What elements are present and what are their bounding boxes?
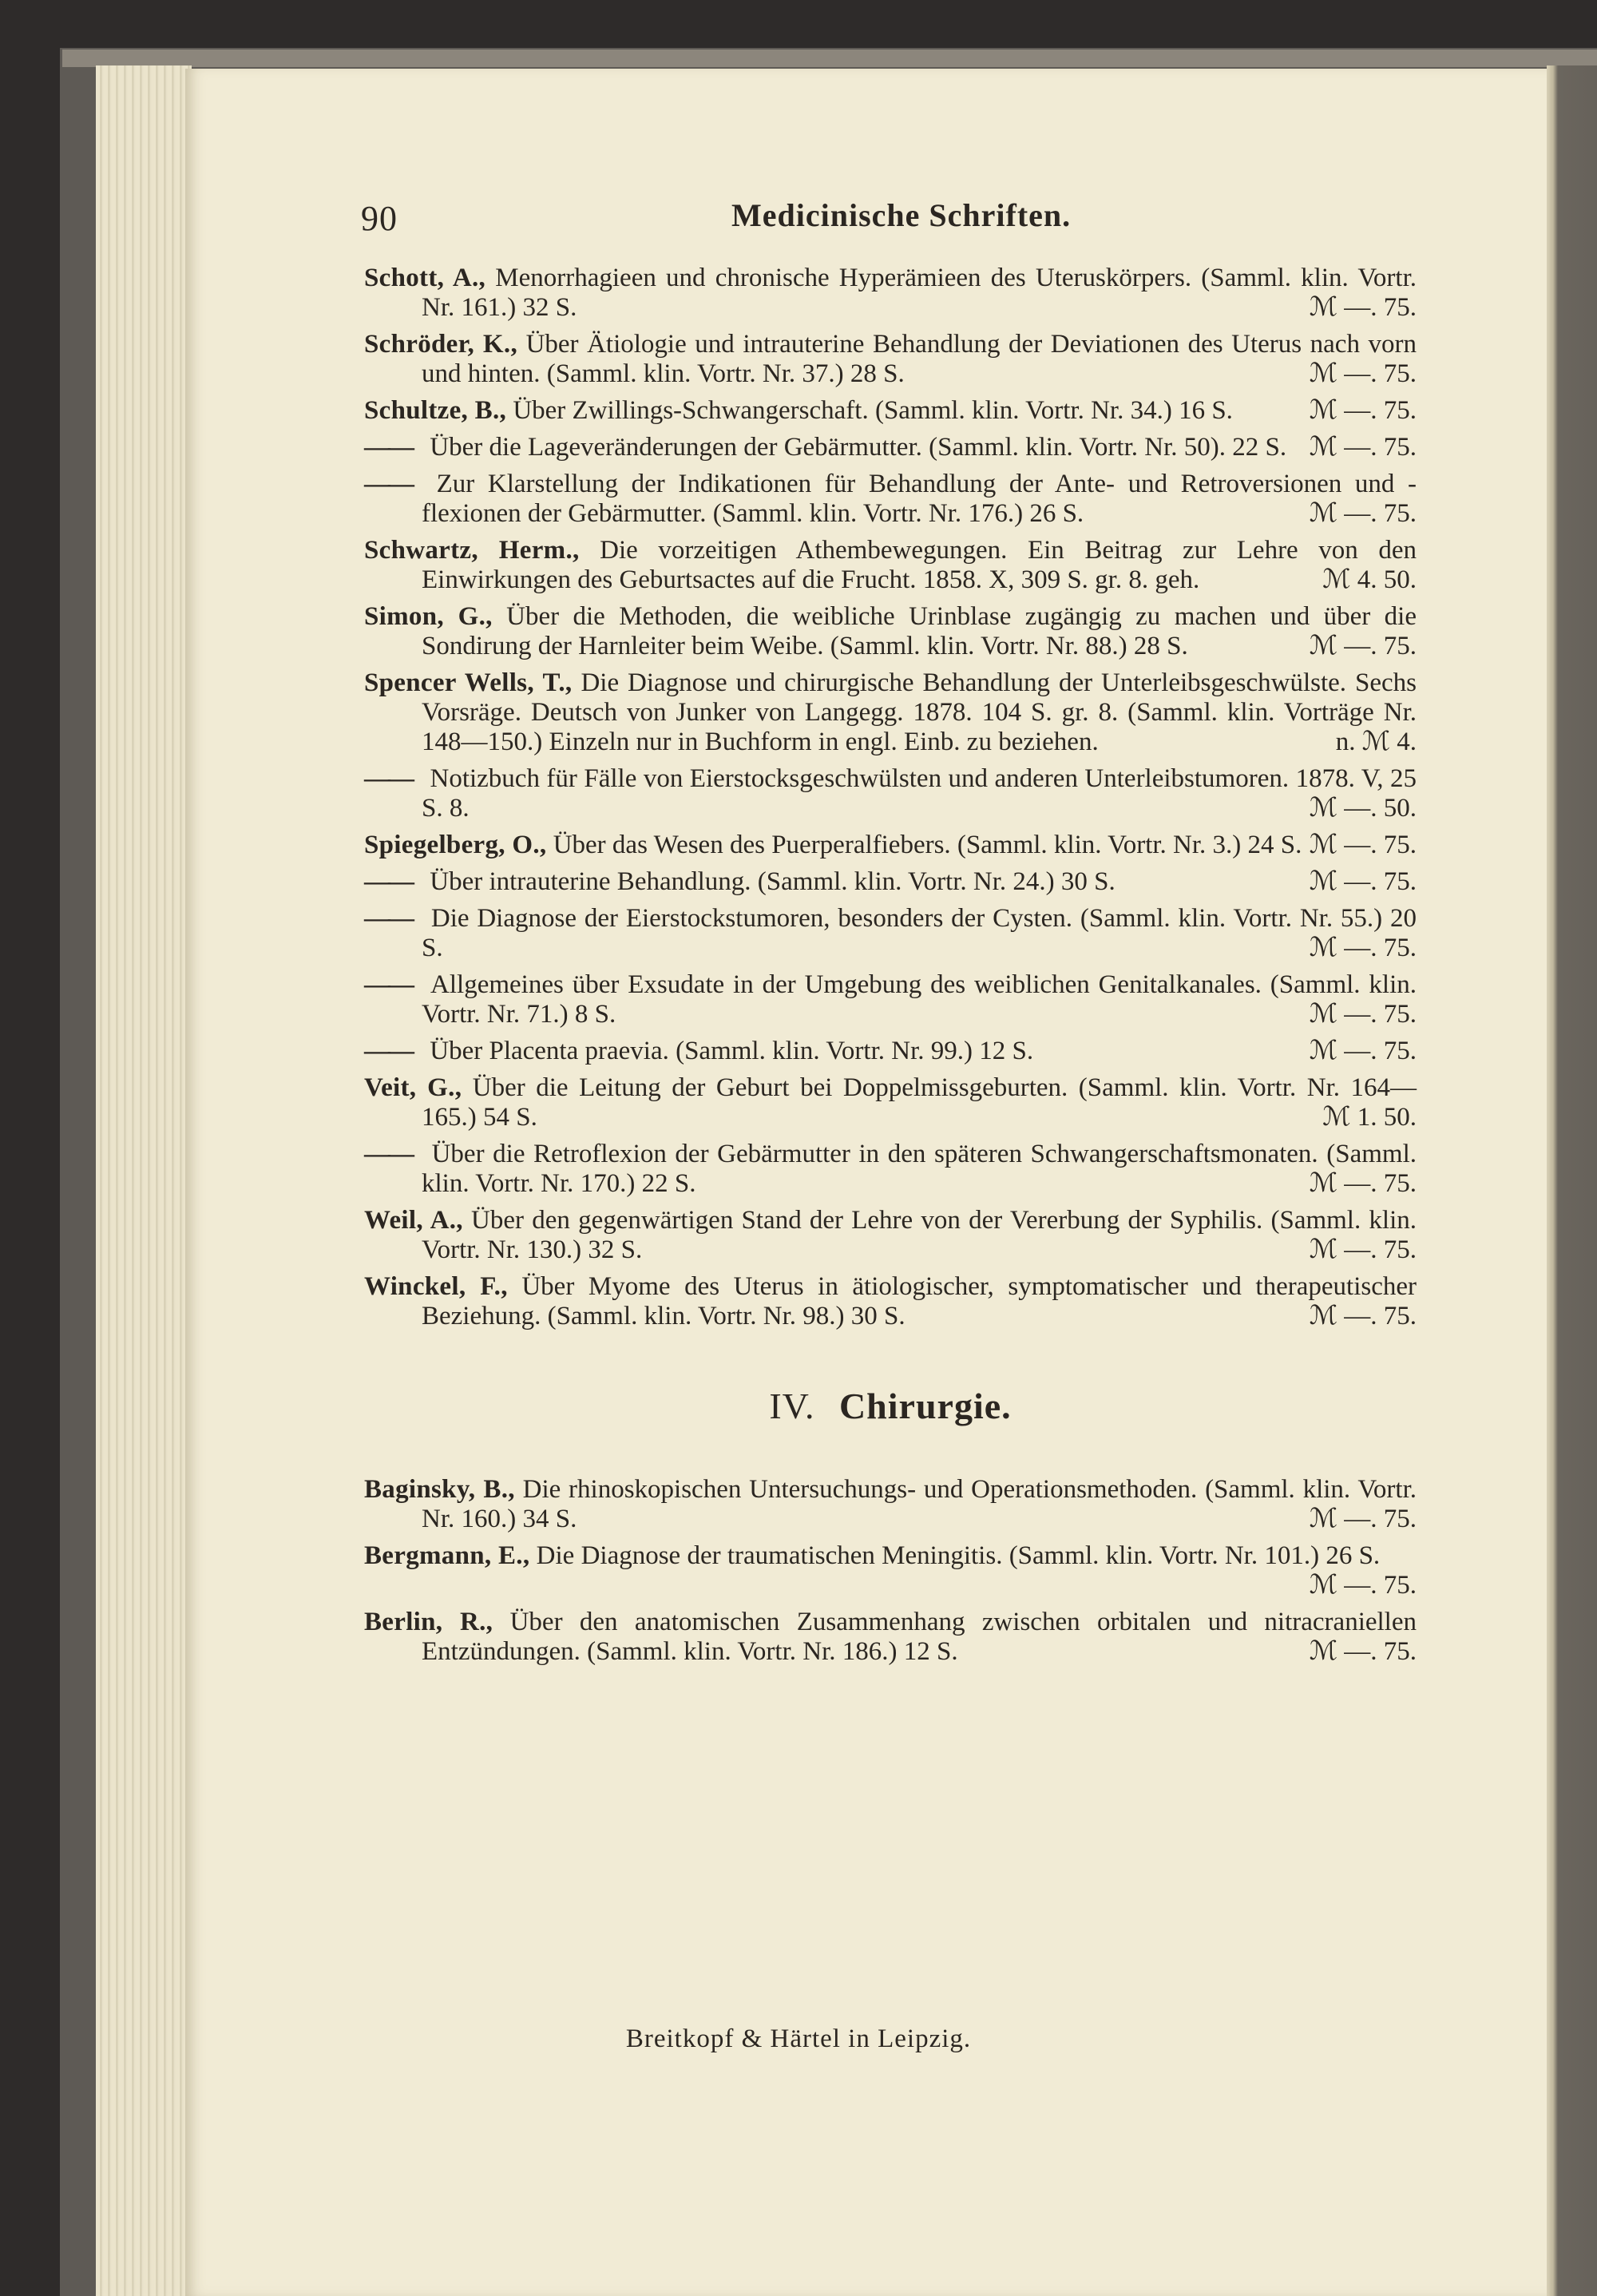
entry-price: ℳ 1. 50.: [1322, 1103, 1417, 1132]
catalog-entry: [364, 1475, 1417, 1534]
catalog-entry: [364, 264, 1417, 323]
catalog-entry: [364, 1272, 1417, 1331]
entry-price: ℳ —. 75.: [1309, 1302, 1417, 1330]
entry-author: Schwartz, Herm.,: [364, 536, 580, 565]
catalog-entry: [364, 330, 1417, 389]
catalog-entry: [364, 867, 1417, 897]
entry-title: Über die Methoden, die weibliche Urinblase zugängig zu machen und über die Sondirung der Harnleiter beim Weibe. (Samml. klin. Vortr. Nr. 88.) 28 S.: [422, 602, 1417, 660]
entry-price: ℳ —. 75.: [1309, 433, 1417, 462]
entry-title: Über die Retroflexion der Gebärmutter in den späteren Schwangerschaftsmonaten. (Samml. klin. Vortr. Nr. 170.) 22 S.: [422, 1140, 1417, 1198]
catalog-entry: [364, 831, 1417, 860]
catalog-entry: [364, 602, 1417, 661]
catalog-entry: [364, 396, 1417, 426]
entry-price: ℳ —. 75.: [1309, 934, 1417, 962]
ditto-dash: ——: [364, 970, 412, 999]
entry-price: n. ℳ 4.: [1335, 728, 1417, 756]
entry-title: Allgemeines über Exsudate in der Umgebung des weiblichen Genitalkanales. (Samml. klin. Vortr. Nr. 71.) 8 S.: [422, 970, 1417, 1029]
entry-price: ℳ —. 75.: [1309, 831, 1417, 859]
catalog-entry: [364, 1073, 1417, 1132]
catalog-entry: [364, 433, 1417, 462]
entry-price: ℳ —. 75.: [1309, 1637, 1417, 1666]
entry-price: ℳ —. 75.: [1309, 293, 1417, 322]
entry-author: Berlin, R.,: [364, 1608, 493, 1636]
entry-title: Über die Leitung der Geburt bei Doppelmissgeburten. (Samml. klin. Vortr. Nr. 164—165.) 54 S.: [422, 1073, 1417, 1132]
entry-author: Baginsky, B.,: [364, 1475, 515, 1504]
entry-author: Simon, G.,: [364, 602, 493, 631]
entry-title: Notizbuch für Fälle von Eierstocksgeschwülsten und anderen Unterleibstumoren. 1878. V, 25 S. 8.: [422, 764, 1417, 823]
entry-price: ℳ —. 75.: [1309, 867, 1417, 896]
book-board-right: [1547, 65, 1597, 2296]
catalog-entry: [364, 470, 1417, 529]
catalog-entry: [364, 904, 1417, 963]
section-name: Chirurgie.: [838, 1386, 1012, 1426]
section-numeral: IV.: [769, 1386, 815, 1426]
entry-price: ℳ 4. 50.: [1322, 565, 1417, 594]
entry-title: Über den gegenwärtigen Stand der Lehre von der Vererbung der Syphilis. (Samml. klin. Vortr. Nr. 130.) 32 S.: [422, 1206, 1417, 1264]
entry-price: ℳ —. 75.: [1309, 1037, 1417, 1065]
entry-price: ℳ —. 75.: [1309, 1235, 1417, 1264]
entry-price: ℳ —. 75.: [1309, 359, 1417, 388]
entry-price: ℳ —. 75.: [1309, 1000, 1417, 1029]
entry-author: Spencer Wells, T.,: [364, 668, 573, 697]
ditto-dash: ——: [364, 904, 412, 933]
entry-author: Schröder, K.,: [364, 330, 517, 359]
page-number: 90: [361, 199, 398, 238]
entry-title: Über Ätiologie und intrauterine Behandlung der Deviationen des Uterus nach vorn und hinten. (Samml. klin. Vortr. Nr. 37.) 28 S.: [422, 330, 1417, 388]
entry-title: Über Zwillings-Schwangerschaft. (Samml. klin. Vortr. Nr. 34.) 16 S.: [513, 396, 1233, 425]
entry-price: ℳ —. 75.: [1309, 632, 1417, 660]
catalog-entry: [364, 1037, 1417, 1066]
entry-title: Die vorzeitigen Athembewegungen. Ein Beitrag zur Lehre von den Einwirkungen des Geburtsactes auf die Frucht. 1858. X, 309 S. gr. 8. geh.: [422, 536, 1417, 594]
book-board-top: [62, 50, 1597, 67]
entry-author: Winckel, F.,: [364, 1272, 508, 1301]
section-heading: [364, 1382, 1417, 1430]
page-content: [364, 264, 1417, 1674]
entry-price: ℳ —. 75.: [1309, 499, 1417, 528]
entry-title: Menorrhagieen und chronische Hyperämieen des Uteruskörpers. (Samml. klin. Vortr. Nr. 161.) 32 S.: [422, 264, 1417, 322]
entry-author: Weil, A.,: [364, 1206, 463, 1235]
entry-title: Die Diagnose der traumatischen Meningitis. (Samml. klin. Vortr. Nr. 101.) 26 S.: [536, 1541, 1381, 1570]
entry-author: Schott, A.,: [364, 264, 486, 292]
entry-title: Über das Wesen des Puerperalfiebers. (Samml. klin. Vortr. Nr. 3.) 24 S.: [553, 831, 1302, 859]
entry-price: ℳ —. 75.: [1309, 1169, 1417, 1198]
catalog-entry: [364, 764, 1417, 823]
entry-title: Über den anatomischen Zusammenhang zwischen orbitalen und nitracraniellen Entzündungen. (Samml. klin. Vortr. Nr. 186.) 12 S.: [422, 1608, 1417, 1666]
catalog-entry: [364, 668, 1417, 757]
entry-title: Die Diagnose und chirurgische Behandlung der Unterleibsgeschwülste. Sechs Vorsräge. Deutsch von Junker von Langegg. 1878. 104 S. gr. 8. (Samml. klin. Vorträge Nr. 148—150.) Einzeln nur in Buchform in engl. Einb. zu beziehen.: [422, 668, 1417, 756]
catalog-entry: [364, 536, 1417, 595]
catalog-entry: [364, 1206, 1417, 1265]
entry-title: Zur Klarstellung der Indikationen für Behandlung der Ante- und Retroversionen und -flexionen der Gebärmutter. (Samml. klin. Vortr. Nr. 176.) 26 S.: [422, 470, 1417, 528]
entry-price: ℳ —. 75.: [1309, 1505, 1417, 1533]
entry-author: Spiegelberg, O.,: [364, 831, 547, 859]
publisher-footer: Breitkopf & Härtel in Leipzig.: [625, 2024, 972, 2053]
entry-price: ℳ —. 75.: [1309, 396, 1417, 425]
ditto-dash: ——: [364, 470, 412, 498]
ditto-dash: ——: [364, 433, 412, 462]
entry-author: Veit, G.,: [364, 1073, 462, 1102]
entry-title: Über Myome des Uterus in ätiologischer, symptomatischer und therapeutischer Beziehung. (Samml. klin. Vortr. Nr. 98.) 30 S.: [422, 1272, 1417, 1330]
entry-title: Die Diagnose der Eierstockstumoren, besonders der Cysten. (Samml. klin. Vortr. Nr. 55.) 20 S.: [422, 904, 1417, 962]
ditto-dash: ——: [364, 764, 412, 793]
entry-author: Bergmann, E.,: [364, 1541, 530, 1570]
entry-author: Schultze, B.,: [364, 396, 507, 425]
page-edges: [96, 65, 192, 2296]
entry-price: ℳ —. 75.: [1309, 1571, 1417, 1600]
ditto-dash: ——: [364, 1037, 412, 1065]
entry-title: Über Placenta praevia. (Samml. klin. Vortr. Nr. 99.) 12 S.: [430, 1037, 1034, 1065]
entry-title: Über intrauterine Behandlung. (Samml. klin. Vortr. Nr. 24.) 30 S.: [430, 867, 1116, 896]
running-head: Medicinische Schriften.: [731, 197, 1072, 233]
catalog-list-gynecology: [364, 264, 1417, 1331]
catalog-list-surgery: [364, 1475, 1417, 1667]
ditto-dash: ——: [364, 867, 412, 896]
catalog-entry: [364, 970, 1417, 1029]
ditto-dash: ——: [364, 1140, 412, 1168]
catalog-entry: [364, 1140, 1417, 1199]
entry-title: Die rhinoskopischen Untersuchungs- und Operationsmethoden. (Samml. klin. Vortr. Nr. 160.) 34 S.: [422, 1475, 1417, 1533]
catalog-entry: [364, 1608, 1417, 1667]
catalog-entry: [364, 1541, 1417, 1600]
entry-price: ℳ —. 50.: [1309, 794, 1417, 823]
entry-title: Über die Lageveränderungen der Gebärmutter. (Samml. klin. Vortr. Nr. 50). 22 S.: [430, 433, 1287, 462]
